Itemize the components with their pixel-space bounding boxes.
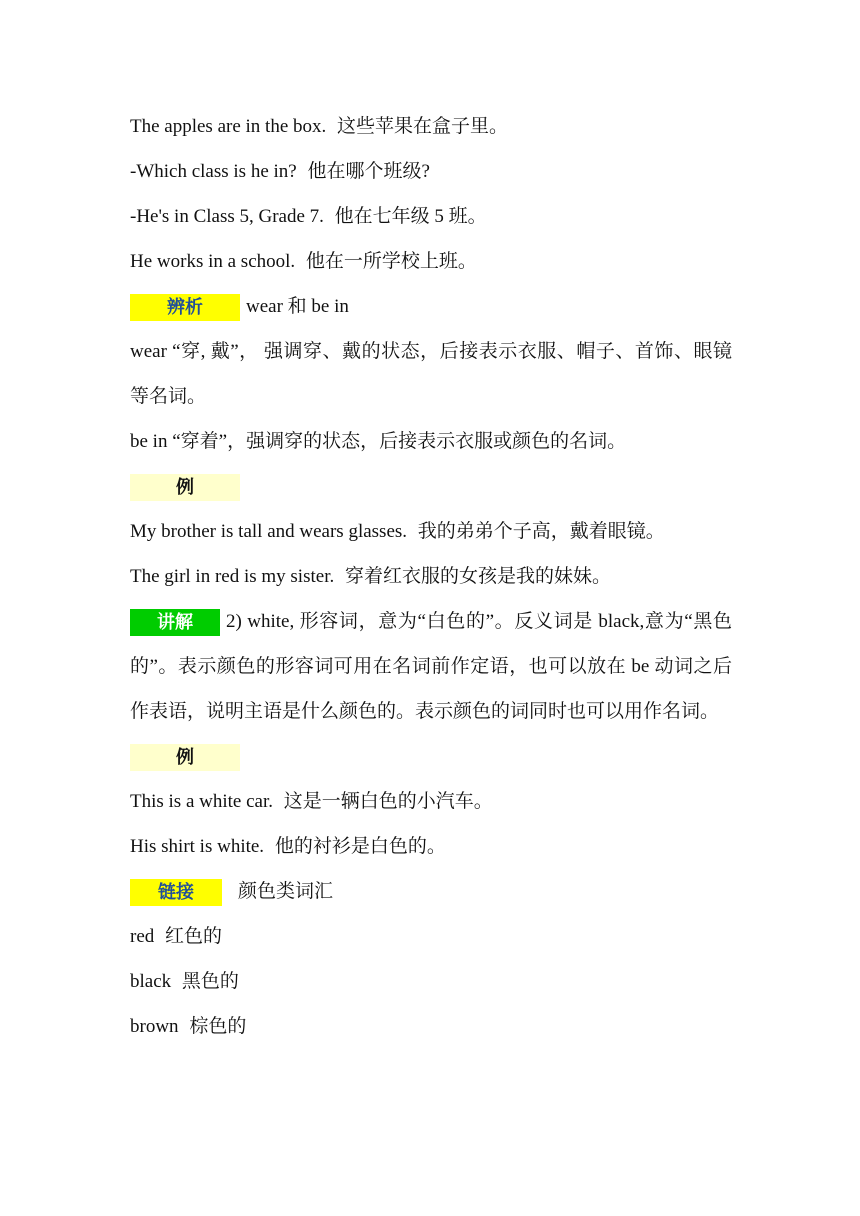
- link-title: 颜色类词汇: [238, 881, 334, 902]
- english-sentence: My brother is tall and wears glasses.: [130, 521, 408, 542]
- chinese-translation: 穿着红衣服的女孩是我的妹妹。: [344, 566, 611, 587]
- vocab-chinese: 红色的: [165, 926, 223, 947]
- english-sentence: His shirt is white.: [130, 836, 265, 857]
- analysis-paragraph: be in “穿着”，强调穿的状态，后接表示衣服或颜色的名词。: [130, 431, 627, 452]
- analysis-title: wear 和 be in: [246, 296, 349, 317]
- example-heading: [130, 734, 732, 779]
- document-page: [130, 104, 732, 1049]
- example-sentence: [130, 824, 732, 869]
- example-sentence: [130, 509, 732, 554]
- english-sentence: This is a white car.: [130, 791, 273, 812]
- sentence-line: [130, 239, 732, 284]
- english-sentence: -He's in Class 5, Grade 7.: [130, 206, 324, 227]
- analysis-paragraph: wear “穿, 戴”， 强调穿、戴的状态，后接表示衣服、帽子、首饰、眼镜等名词。: [130, 341, 732, 407]
- vocab-english: brown: [130, 1016, 179, 1037]
- chinese-translation: 他在哪个班级?: [307, 161, 430, 182]
- analysis-label: 辨析: [130, 294, 240, 321]
- example-sentence: [130, 779, 732, 824]
- explanation-text: 2) white, 形容词，意为“白色的”。反义词是 black,意为“黑色的”。表示颜色的形容词可用在名词前作定语，也可以放在 be 动词之后作表语，说明主语是什么颜色的。表示颜色的词同时也可以用作名词。: [130, 611, 732, 722]
- analysis-heading: [130, 284, 732, 329]
- vocab-item: [130, 914, 732, 959]
- explain-label: 讲解: [130, 609, 220, 636]
- example-sentence: [130, 554, 732, 599]
- chinese-translation: 我的弟弟个子高，戴着眼镜。: [417, 521, 665, 542]
- english-sentence: The girl in red is my sister.: [130, 566, 335, 587]
- chinese-translation: 他在七年级 5 班。: [334, 206, 487, 227]
- link-label: 链接: [130, 879, 222, 906]
- chinese-translation: 这是一辆白色的小汽车。: [283, 791, 493, 812]
- english-sentence: He works in a school.: [130, 251, 296, 272]
- sentence-line: [130, 104, 732, 149]
- chinese-translation: 这些苹果在盒子里。: [337, 116, 509, 137]
- explanation-paragraph: [130, 599, 732, 734]
- chinese-translation: 他在一所学校上班。: [305, 251, 477, 272]
- link-heading: [130, 869, 732, 914]
- english-sentence: -Which class is he in?: [130, 161, 297, 182]
- example-label: 例: [130, 744, 240, 771]
- example-label: 例: [130, 474, 240, 501]
- vocab-item: [130, 1004, 732, 1049]
- vocab-english: black: [130, 971, 172, 992]
- vocab-english: red: [130, 926, 155, 947]
- chinese-translation: 他的衬衫是白色的。: [274, 836, 446, 857]
- vocab-chinese: 棕色的: [189, 1016, 247, 1037]
- sentence-line: [130, 194, 732, 239]
- vocab-item: [130, 959, 732, 1004]
- sentence-line: [130, 149, 732, 194]
- example-heading: [130, 464, 732, 509]
- vocab-chinese: 黑色的: [181, 971, 239, 992]
- english-sentence: The apples are in the box.: [130, 116, 327, 137]
